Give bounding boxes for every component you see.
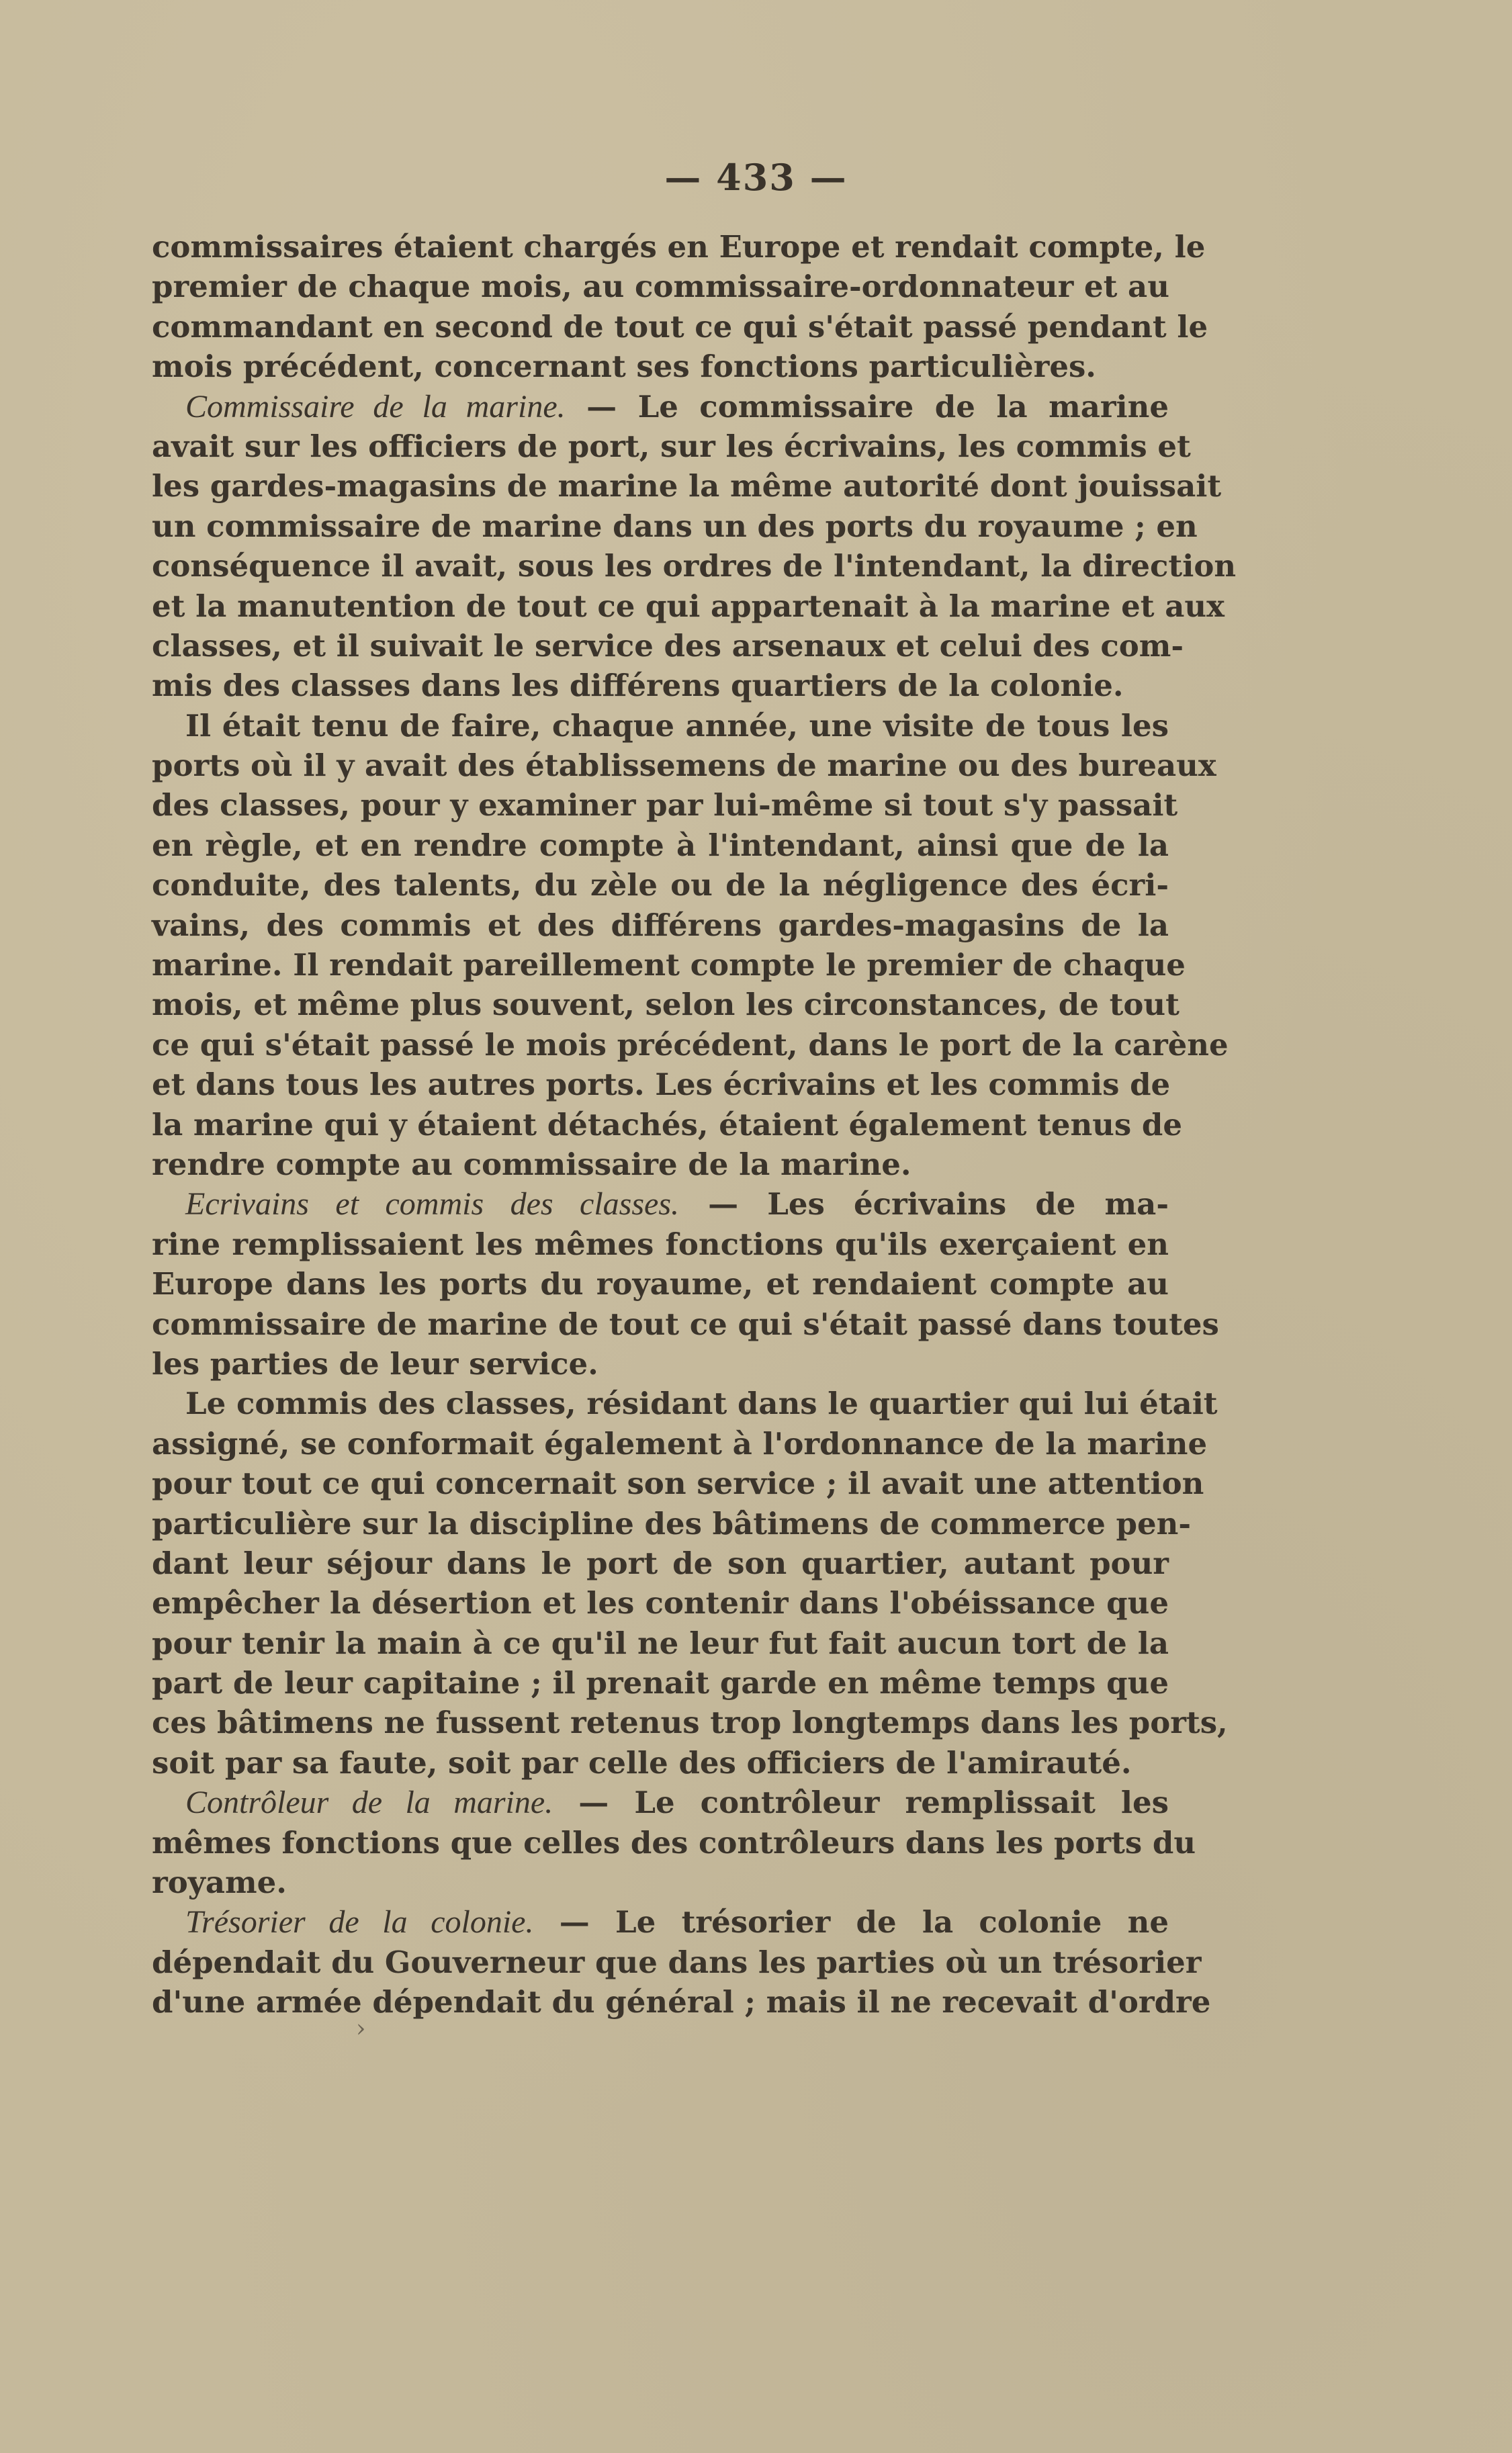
- text-line: [152, 1663, 1169, 1703]
- line-text: Europe dans les ports du royaume, et rendaient compte au: [152, 1266, 1169, 1302]
- text-line: [152, 666, 1169, 705]
- line-text: empêcher la désertion et les contenir dans l'obéissance que: [152, 1585, 1169, 1621]
- text-line: [152, 1145, 1169, 1184]
- section-heading-line: [152, 1184, 1169, 1224]
- text-line: [152, 1982, 1211, 2022]
- text-line: [152, 307, 1208, 347]
- text-line: [152, 546, 1237, 586]
- line-text: ports où il y avait des établissemens de marine ou des bureaux: [152, 748, 1216, 784]
- section-heading: Ecrivains et commis des classes.: [185, 1186, 679, 1222]
- line-text: la marine qui y étaient détachés, étaient également tenus de: [152, 1106, 1182, 1143]
- line-text: royame.: [152, 1865, 287, 1901]
- line-text: un commissaire de marine dans un des ports du royaume ; en: [152, 508, 1198, 544]
- line-text: d'une armée dépendait du général ; mais il ne recevait d'ordre: [152, 1984, 1211, 2020]
- text-line: [152, 466, 1222, 506]
- line-text: pour tenir la main à ce qu'il ne leur fut fait aucun tort de la: [152, 1625, 1169, 1661]
- line-text: rendre compte au commissaire de la marine.: [152, 1146, 911, 1182]
- text-line: [152, 427, 1191, 466]
- line-text: les parties de leur service.: [152, 1345, 598, 1382]
- line-text: ces bâtimens ne fussent retenus trop longtemps dans les ports,: [152, 1705, 1228, 1741]
- line-text: vains, des commis et des différens gardes-magasins de la: [152, 907, 1169, 943]
- section-heading-line: [152, 1783, 1169, 1822]
- text-line: [152, 1623, 1169, 1663]
- text-line: [152, 1743, 1169, 1783]
- line-text: avait sur les officiers de port, sur les écrivains, les commis et: [152, 428, 1191, 464]
- line-text: conséquence il avait, sous les ordres de l'intendant, la direction: [152, 548, 1237, 584]
- line-text: classes, et il suivait le service des arsenaux et celui des com-: [152, 627, 1184, 664]
- line-text: conduite, des talents, du zèle ou de la négligence des écri-: [152, 867, 1169, 903]
- line-text: mois précédent, concernant ses fonctions particulières.: [152, 349, 1096, 385]
- line-text: mêmes fonctions que celles des contrôleurs dans les ports du: [152, 1824, 1196, 1861]
- line-text: particulière sur la discipline des bâtimens de commerce pen-: [152, 1505, 1192, 1542]
- line-text: et la manutention de tout ce qui appartenait à la marine et aux: [152, 588, 1225, 624]
- text-line: [152, 586, 1225, 626]
- text-line: [152, 227, 1206, 267]
- line-text: Le commis des classes, résidant dans le quartier qui lui était: [185, 1386, 1218, 1422]
- text-line: [152, 1344, 1169, 1384]
- line-text: dépendait du Gouverneur que dans les parties où un trésorier: [152, 1944, 1202, 1980]
- line-text: premier de chaque mois, au commissaire-ordonnateur et au: [152, 269, 1169, 305]
- text-line: [152, 1504, 1192, 1544]
- line-text: commandant en second de tout ce qui s'était passé pendant le: [152, 308, 1208, 345]
- line-text: Il était tenu de faire, chaque année, une visite de tous les: [185, 707, 1169, 744]
- line-text: assigné, se conformait également à l'ordonnance de la marine: [152, 1425, 1208, 1462]
- text-line: [152, 985, 1180, 1024]
- line-text: les gardes-magasins de marine la même autorité dont jouissait: [152, 468, 1222, 504]
- text-line: [152, 826, 1169, 865]
- line-text: — Le contrôleur remplissait les: [553, 1785, 1169, 1821]
- section-heading: Trésorier de la colonie.: [185, 1904, 534, 1941]
- stray-print-mark: ›: [356, 2015, 366, 2043]
- line-text: marine. Il rendait pareillement compte le premier de chaque: [152, 947, 1186, 983]
- line-text: mois, et même plus souvent, selon les circonstances, de tout: [152, 987, 1180, 1023]
- line-text: commissaires étaient chargés en Europe et rendait compte, le: [152, 229, 1206, 265]
- text-line: [152, 1384, 1218, 1423]
- text-line: [152, 1544, 1169, 1583]
- text-line: [152, 1583, 1169, 1623]
- text-line: [152, 1304, 1219, 1344]
- text-line: [152, 1464, 1204, 1503]
- text-line: [152, 746, 1216, 785]
- text-line: [152, 1943, 1202, 1982]
- line-text: des classes, pour y examiner par lui-même si tout s'y passait: [152, 787, 1178, 823]
- line-text: commissaire de marine de tout ce qui s'était passé dans toutes: [152, 1306, 1219, 1342]
- text-line: [152, 1863, 1169, 1902]
- section-heading: Contrôleur de la marine.: [185, 1785, 553, 1821]
- text-line: [152, 785, 1178, 825]
- text-line: [152, 1065, 1169, 1104]
- text-line: [152, 865, 1169, 905]
- line-text: — Le trésorier de la colonie ne: [533, 1904, 1169, 1941]
- text-line: [152, 267, 1169, 306]
- text-line: [152, 1703, 1228, 1742]
- line-text: ce qui s'était passé le mois précédent, dans le port de la carène: [152, 1026, 1229, 1063]
- text-line: [152, 1224, 1169, 1264]
- line-text: rine remplissaient les mêmes fonctions qu'ils exerçaient en: [152, 1226, 1169, 1262]
- text-line: [152, 506, 1198, 546]
- text-line: [152, 945, 1186, 985]
- text-line: [152, 706, 1169, 746]
- body-text: [152, 227, 1237, 2022]
- line-text: pour tout ce qui concernait son service ; il avait une attention: [152, 1466, 1204, 1502]
- line-text: part de leur capitaine ; il prenait garde en même temps que: [152, 1665, 1169, 1701]
- page-number: — 433 —: [664, 156, 848, 199]
- text-line: [152, 905, 1169, 945]
- text-line: [152, 347, 1169, 386]
- text-line: [152, 1105, 1182, 1145]
- line-text: dant leur séjour dans le port de son quartier, autant pour: [152, 1545, 1169, 1581]
- text-line: [152, 1823, 1196, 1863]
- section-heading-line: [152, 387, 1169, 427]
- text-line: [152, 1424, 1208, 1464]
- section-heading-line: [152, 1902, 1169, 1942]
- line-text: soit par sa faute, soit par celle des officiers de l'amirauté.: [152, 1744, 1132, 1781]
- line-text: mis des classes dans les différens quartiers de la colonie.: [152, 668, 1124, 704]
- line-text: et dans tous les autres ports. Les écrivains et les commis de: [152, 1067, 1171, 1103]
- text-line: [152, 626, 1184, 666]
- line-text: en règle, et en rendre compte à l'intendant, ainsi que de la: [152, 827, 1169, 863]
- line-text: — Les écrivains de ma-: [679, 1186, 1169, 1222]
- line-text: — Le commissaire de la marine: [565, 388, 1169, 425]
- text-line: [152, 1264, 1169, 1304]
- section-heading: Commissaire de la marine.: [185, 388, 566, 425]
- text-line: [152, 1025, 1229, 1065]
